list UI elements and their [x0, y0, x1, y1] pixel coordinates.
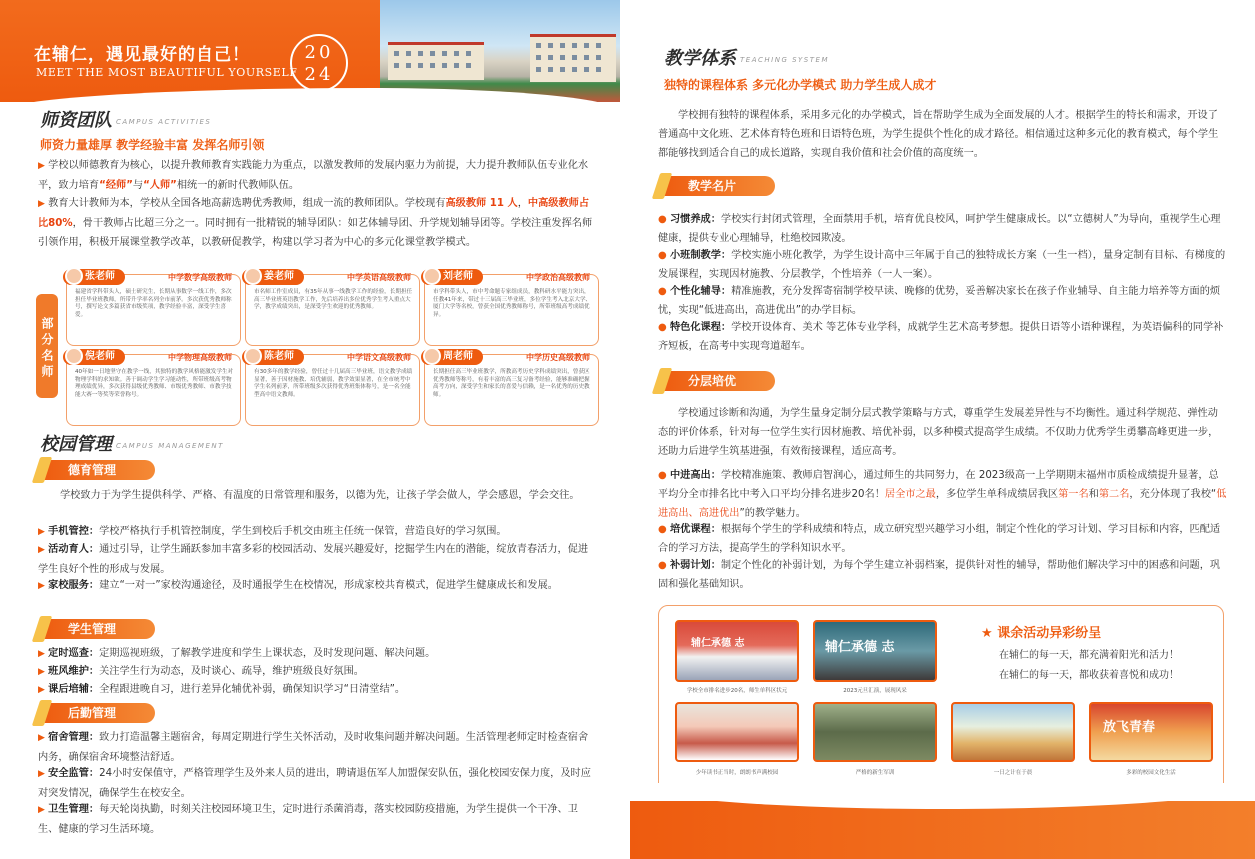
teacher-avatar [65, 267, 83, 285]
layered-item: ● 中进高出：学校精准施策、教师启智润心，通过师生的共同努力，在 2023级高一上学期期末福州市质检成绩提升显著，总平均分全市排名比中考入口平均分排名进步20名！居全市之最，多位学生单科成绩居我区第一名和第二名，充分体现了我校“低进高出、高进优出”的教学魅力。 [658, 470, 1227, 519]
layered-intro: 学校通过诊断和沟通，为学生量身定制分层式教学策略与方式，尊重学生发展差异性与不均衡性。通过科学规范、弹性动态的评价体系，针对每一位学生实行因材施教、培优补弱，以多种模式提高学生成绩。不仅助力优秀学生勇攀高峰更进一步，还助力后进学生筑基进强，有效衔接课程，适应高考。 [658, 408, 1219, 457]
teacher-name: 张老师 [63, 269, 125, 285]
teacher-name: 倪老师 [63, 349, 125, 365]
photo-morning-exercise [951, 702, 1075, 762]
teacher-name: 刘老师 [421, 269, 483, 285]
faculty-heading: 师资团队 [40, 110, 112, 131]
logistics-item: ▶ 卫生管理：每天轮岗执勤，时刻关注校园环境卫生，定时进行杀菌消毒，落实校园防疫措施，为学生提供一个干净、卫生、健康的学习生活环境。 [38, 804, 578, 835]
hero-subtitle: MEET THE MOST BEAUTIFUL YOURSELF [36, 66, 298, 79]
right-page [630, 0, 1255, 859]
teacher-desc: 福建省学科带头人，硕士研究生，长期从事数学一线工作，多次担任毕业班教师，所带升学率名列全市前茅。多次获优秀教师称号，撰写论文多篇获省市级奖项，教学经验丰富，深受学生喜爱。 [75, 289, 232, 318]
photo-caption: 一日之计在于晨 [993, 770, 1033, 776]
teaching-card-item: ● 习惯养成：学校实行封闭式管理，全面禁用手机，培育优良校风，呵护学生健康成长。以“立德树人”为导向，重视学生心理健康，提供专业心理辅导，杜绝校园欺凌。 [658, 214, 1221, 244]
photo-culture-life: 放飞青春 [1089, 702, 1213, 762]
teaching-heading: 教学体系 [664, 48, 736, 69]
teacher-avatar [423, 347, 441, 365]
star-icon: ★ [981, 626, 993, 641]
teacher-avatar [244, 267, 262, 285]
footer-swoosh [630, 783, 1255, 809]
faculty-paragraph-1: ▶ 学校以师德教育为核心，以提升教师教育实践能力为重点，以激发教师的发展内驱力为前提，大力提升教师队伍专业化水平，致力培育“经师”与“人师”相统一的新时代教师队伍。 [38, 160, 589, 191]
bullet-triangle-icon: ▶ [38, 161, 45, 171]
hero-banner [0, 0, 380, 102]
teacher-card [66, 351, 241, 426]
photo-new-year-show: 辅仁承德 志 [813, 620, 937, 682]
teaching-card-item: ● 小班制教学：学校实施小班化教学，为学生设计高中三年属于自己的独特成长方案（一生一档），量身定制有目标、有梯度的发展课程，实现因材施教、分层教学，个性培养（一人一案）。 [658, 250, 1226, 280]
teacher-title: 中学英语高级教师 [347, 273, 411, 282]
teacher-name: 陈老师 [242, 349, 304, 365]
teacher-card [245, 351, 420, 426]
teacher-title: 中学数学高级教师 [168, 273, 232, 282]
teacher-desc: 40年如一日地坚守在教学一线，其独特的教学风格能激发学生对物理学科的求知欲。善于调动学生学习能动性，所带班级高考物理成绩优异，多次获得县级优秀教师、市级优秀教师、市教学技能大赛一等奖等荣誉称号。 [75, 369, 234, 398]
footer-bar [630, 801, 1255, 859]
teaching-heading-en: TEACHING SYSTEM [740, 56, 829, 64]
teacher-desc: 长期担任高三毕业班教学，所教高考历史学科成绩突出，曾获区优秀教师等称号，有着丰富的高三复习备考经验，能够准确把握高考方向，深受学生和家长的喜爱与信赖，是一名优秀的历史教师。 [433, 369, 590, 398]
teaching-tagline: 独特的课程体系 多元化办学模式 助力学生成人成才 [664, 78, 937, 92]
faculty-paragraph-2: ▶ 教育大计教师为本，学校从全国各地高薪选聘优秀教师，组成一流的教师团队。学校现有高级教师 11 人，中高级教师占比80%，骨干教师占比超三分之一。同时拥有一批精锐的辅导团队：如艺体辅导团、升学规划辅导团等。学校注重发挥名师引领作用，积极开展课堂教学改革，以教研促教学，构建以学习者为中心的多元化课堂教学模式。 [38, 198, 593, 248]
layered-item: ● 补弱计划：制定个性化的补弱计划，为每个学生建立补弱档案，提供针对性的辅导，帮助他们解决学习中的困惑和问题，巩固和强化基础知识。 [658, 560, 1221, 590]
teacher-title: 中学语文高级教师 [347, 353, 411, 362]
teacher-title: 中学政治高级教师 [526, 273, 590, 282]
teacher-card [424, 351, 599, 426]
photo-caption: 严格的新生军训 [855, 770, 895, 776]
teaching-card-item: ● 个性化辅导：精准施教，充分发挥寄宿制学校早读、晚修的优势，妥善解决家长在孩子作业辅导、自主能力培养等方面的烦忧，实现“低进高出，高进优出”的办学目标。 [658, 286, 1221, 316]
layered-label: 分层培优 [660, 371, 775, 391]
student-item: ▶ 定时巡查：定期巡视班级，了解教学进度和学生上课状态，及时发现问题、解决问题。 [38, 648, 436, 659]
teacher-avatar [244, 347, 262, 365]
teacher-name: 姜老师 [242, 269, 304, 285]
photo-award-ceremony: 辅仁承德 志 [675, 620, 799, 682]
teacher-avatar [65, 347, 83, 365]
bullet-triangle-icon: ▶ [38, 199, 45, 209]
teacher-desc: 市学科带头人，市中考命题专家组成员，教科研水平能力突出，任教41年来，带过十三届高三毕业班，多位学生考入北京大学、厦门大学等名校，曾获全国优秀教师称号，所带班级高考成绩优异。 [433, 289, 592, 318]
photo-reading-class [675, 702, 799, 762]
activities-line-2: 在辅仁的每一天，都收获着喜悦和成功！ [999, 670, 1179, 681]
building-right [530, 34, 616, 82]
logistics-management-label: 后勤管理 [40, 703, 155, 723]
teacher-desc: 市名师工作室成员，有35年从事一线教学工作的经验，长期担任高三毕业班英语教学工作，先后培养出多位优秀学生考入重点大学，教学成绩突出，是深受学生欢迎的优秀教师。 [254, 289, 413, 311]
year-badge [290, 34, 348, 92]
teacher-avatar [423, 267, 441, 285]
student-item: ▶ 课后培辅：全程跟进晚自习，进行差异化辅优补弱，确保知识学习“日清堂结”。 [38, 684, 406, 695]
student-management-label: 学生管理 [40, 619, 155, 639]
year-top: 20 [304, 42, 334, 63]
teacher-desc: 有30多年的教学经验，曾任过十几届高三毕业班，语文教学成绩显著，善于因材施教、培优辅弱，教学效果显著，在全市统考中学生名列前茅，所带班级多次获得优秀班集体称号，是一名全能型高中语文教师。 [254, 369, 413, 398]
moral-management-label: 德育管理 [40, 460, 155, 480]
photo-caption: 2023元旦汇演，展现风采 [843, 688, 907, 694]
teacher-name: 周老师 [421, 349, 483, 365]
year-bottom: 24 [304, 64, 334, 85]
activities-line-1: 在辅仁的每一天，都充满着阳光和活力！ [999, 650, 1179, 661]
photo-caption: 多彩的校园文化生活 [1126, 770, 1176, 776]
left-page [0, 0, 620, 859]
bullet-dot-icon: ● [658, 214, 667, 225]
photo-caption: 少年读书正当时，朗朗书声满校园 [695, 770, 779, 776]
moral-item: ▶ 手机管控：学校严格执行手机管控制度，学生到校后手机交由班主任统一保管，营造良好的学习氛围。 [38, 526, 507, 537]
teaching-cards-label: 教学名片 [660, 176, 775, 196]
moral-item: ▶ 家校服务：建立“一对一”家校沟通途径，及时通报学生在校情况，形成家校共育模式，促进学生健康成长和发展。 [38, 580, 558, 591]
hero-title: 在辅仁，遇见最好的自己！ [34, 45, 250, 65]
logistics-item: ▶ 安全监管：24小时安保值守，严格管理学生及外来人员的进出，聘请退伍军人加盟保安队伍，强化校园安保力度，及时应对突发情况，确保学生在校安全。 [38, 768, 591, 799]
photo-caption: 学校全市排名进步20名，师生单科区状元 [686, 688, 788, 694]
faculty-heading-en: CAMPUS ACTIVITIES [116, 118, 212, 126]
building-left [388, 42, 484, 80]
moral-item: ▶ 活动育人：通过引导，让学生踊跃参加丰富多彩的校园活动、发展兴趣爱好，挖掘学生内在的潜能，绽放青春活力，促进学生良好个性的形成与发展。 [38, 544, 589, 575]
teacher-title: 中学物理高级教师 [168, 353, 232, 362]
student-item: ▶ 班风维护：关注学生行为动态，及时谈心、疏导，维护班级良好氛围。 [38, 666, 364, 677]
photo-military-training [813, 702, 937, 762]
teaching-card-item: ● 特色化课程：学校开设体育、美术 等艺体专业学科，成就学生艺术高考梦想。提供日语等小语种课程，为英语偏科的同学补齐短板，在高考中实现弯道超车。 [658, 322, 1224, 352]
teacher-card [424, 271, 599, 346]
layered-item: ● 培优课程：根据每个学生的学科成绩和特点，成立研究型兴趣学习小组，制定个性化的学习计划、学习目标和内容，匹配适合的学习方法，提高学生的学科知识水平。 [658, 524, 1221, 554]
teacher-card [66, 271, 241, 346]
faculty-tagline: 师资力量雄厚 教学经验丰富 发挥名师引领 [40, 138, 265, 152]
campus-heading-en: CAMPUS MANAGEMENT [116, 442, 224, 450]
teacher-title: 中学历史高级教师 [526, 353, 590, 362]
activities-panel [658, 605, 1224, 793]
activities-title: ★ 课余活动异彩纷呈 [981, 626, 1102, 641]
moral-intro: 学校致力于为学生提供科学、严格、有温度的日常管理和服务，以德为先，让孩子学会做人，学会感恩，学会交往。 [60, 490, 580, 501]
logistics-item: ▶ 宿舍管理：致力打造温馨主题宿舍，每周定期进行学生关怀活动，及时收集问题并解决问题。生活管理老师定时检查宿舍内务，确保宿舍环境整洁舒适。 [38, 732, 589, 763]
campus-heading: 校园管理 [40, 434, 112, 455]
featured-teachers-label: 部分名师 [36, 294, 58, 398]
teacher-card [245, 271, 420, 346]
campus-building-photo [380, 0, 620, 102]
teaching-intro: 学校拥有独特的课程体系，采用多元化的办学模式，旨在帮助学生成为全面发展的人才。根据学生的特长和需求，开设了普通高中文化班、艺术体育特色班和日语特色班，为学生提供个性化的成才路径。相信通过这种多元化的教育模式，每个学生都能够找到适合自己的成长道路，实现自我价值和社会价值的高度统一。 [658, 110, 1219, 159]
